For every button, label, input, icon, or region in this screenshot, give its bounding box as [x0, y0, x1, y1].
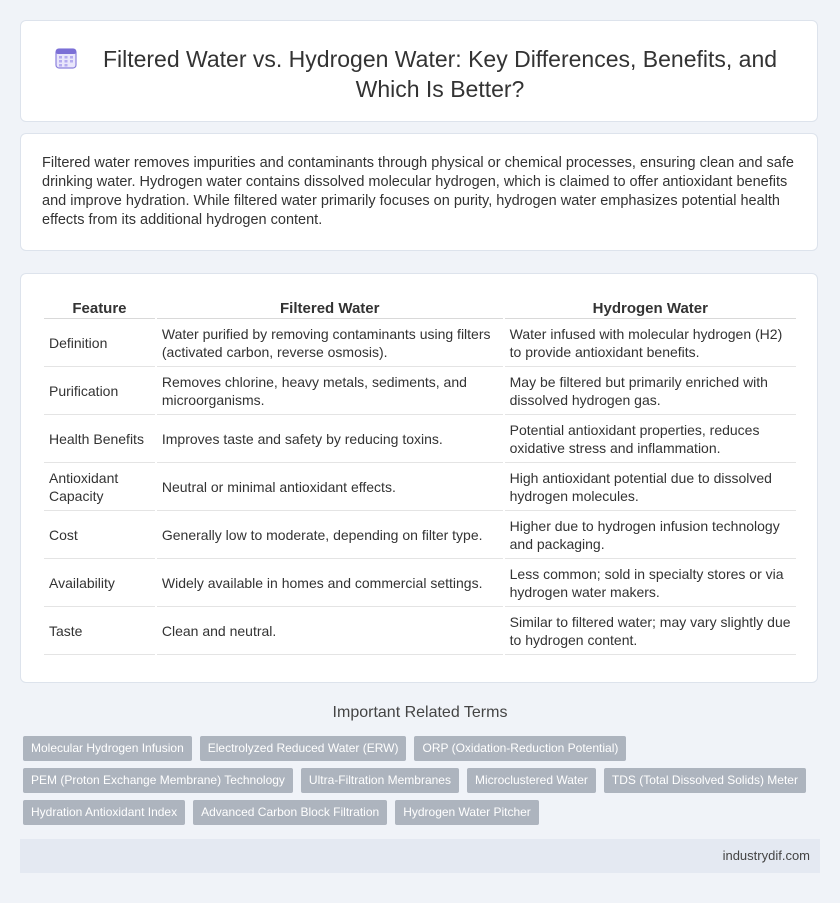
cell-hydrogen-water: Less common; sold in specialty stores or via hydrogen water makers. — [505, 559, 796, 607]
tags-row — [23, 736, 626, 761]
cell-filtered-water: Removes chlorine, heavy metals, sediments, and microorganisms. — [157, 367, 503, 415]
intro-card — [20, 133, 818, 251]
cell-filtered-water: Clean and neutral. — [157, 607, 503, 655]
tags-row — [23, 768, 806, 793]
cell-filtered-water: Widely available in homes and commercial settings. — [157, 559, 503, 607]
cell-feature: Definition — [44, 319, 155, 367]
calendar-icon — [55, 47, 77, 69]
footer-site: industrydif.com — [722, 848, 810, 863]
table-row — [44, 463, 796, 511]
cell-feature: Purification — [44, 367, 155, 415]
cell-feature: Availability — [44, 559, 155, 607]
related-term-tag[interactable]: ORP (Oxidation-Reduction Potential) — [414, 736, 626, 761]
cell-filtered-water: Water purified by removing contaminants using filters (activated carbon, reverse osmosis). — [157, 319, 503, 367]
table-row — [44, 511, 796, 559]
table-row — [44, 559, 796, 607]
tags-row — [23, 800, 539, 825]
cell-feature: Cost — [44, 511, 155, 559]
cell-hydrogen-water: Higher due to hydrogen infusion technology and packaging. — [505, 511, 796, 559]
table-row — [44, 367, 796, 415]
related-term-tag[interactable]: TDS (Total Dissolved Solids) Meter — [604, 768, 806, 793]
cell-filtered-water: Generally low to moderate, depending on filter type. — [157, 511, 503, 559]
table-row — [44, 319, 796, 367]
related-term-tag[interactable]: Advanced Carbon Block Filtration — [193, 800, 387, 825]
cell-feature: Antioxidant Capacity — [44, 463, 155, 511]
cell-hydrogen-water: High antioxidant potential due to dissolved hydrogen molecules. — [505, 463, 796, 511]
header-hydrogen-water: Hydrogen Water — [505, 296, 796, 319]
header-feature: Feature — [44, 296, 155, 319]
cell-feature: Taste — [44, 607, 155, 655]
page-title: Filtered Water vs. Hydrogen Water: Key Differences, Benefits, and Which Is Better? — [102, 46, 778, 102]
table-row — [44, 607, 796, 655]
comparison-card — [20, 273, 818, 683]
cell-hydrogen-water: May be filtered but primarily enriched with dissolved hydrogen gas. — [505, 367, 796, 415]
title-card — [20, 20, 818, 122]
cell-filtered-water: Neutral or minimal antioxidant effects. — [157, 463, 503, 511]
related-term-tag[interactable]: Hydrogen Water Pitcher — [395, 800, 539, 825]
intro-text: Filtered water removes impurities and contaminants through physical or chemical processes, ensuring clean and safe drinking water. Hydrogen water contains dissolved molecular hydrogen, which is claimed to offer antioxidant benefits and improve hydration. While filtered water primarily focuses on purity, hydrogen water emphasizes potential health effects from its additional hydrogen content. — [42, 155, 794, 228]
cell-hydrogen-water: Potential antioxidant properties, reduces oxidative stress and inflammation. — [505, 415, 796, 463]
related-term-tag[interactable]: Ultra-Filtration Membranes — [301, 768, 459, 793]
table-row — [44, 415, 796, 463]
cell-hydrogen-water: Similar to filtered water; may vary slightly due to hydrogen content. — [505, 607, 796, 655]
cell-feature: Health Benefits — [44, 415, 155, 463]
comparison-table — [42, 296, 798, 655]
cell-hydrogen-water: Water infused with molecular hydrogen (H2) to provide antioxidant benefits. — [505, 319, 796, 367]
related-term-tag[interactable]: PEM (Proton Exchange Membrane) Technology — [23, 768, 293, 793]
related-terms-heading: Important Related Terms — [332, 704, 508, 721]
related-term-tag[interactable]: Molecular Hydrogen Infusion — [23, 736, 192, 761]
cell-filtered-water: Improves taste and safety by reducing toxins. — [157, 415, 503, 463]
related-term-tag[interactable]: Microclustered Water — [467, 768, 596, 793]
footer — [20, 839, 820, 873]
related-term-tag[interactable]: Electrolyzed Reduced Water (ERW) — [200, 736, 407, 761]
table-header-row — [44, 296, 796, 319]
header-filtered-water: Filtered Water — [157, 296, 503, 319]
related-term-tag[interactable]: Hydration Antioxidant Index — [23, 800, 185, 825]
